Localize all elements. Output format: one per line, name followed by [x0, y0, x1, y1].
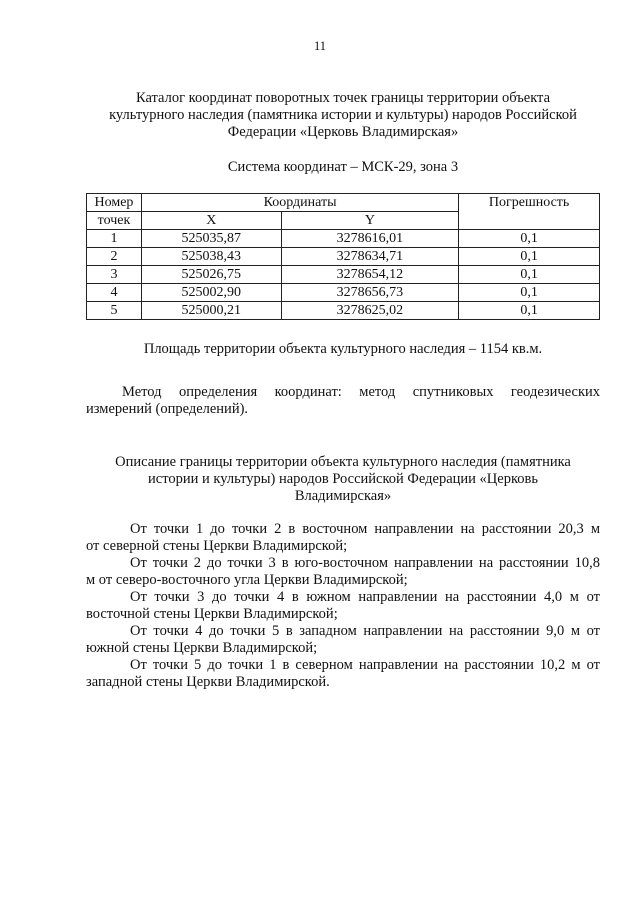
table-row [87, 284, 600, 302]
catalog-title [86, 90, 600, 141]
description-line: южной стены Церкви Владимирской; [86, 640, 318, 656]
description-title-line: Описание границы территории объекта культурного наследия (памятника [115, 454, 571, 470]
description-line: восточной стены Церкви Владимирской; [86, 606, 338, 622]
header-error: Погрешность [459, 194, 600, 230]
catalog-title-line: Федерации «Церковь Владимирская» [227, 124, 459, 140]
description-title-line: Владимирская» [294, 488, 392, 504]
cell-point: 5 [87, 302, 142, 320]
cell-x: 525035,87 [141, 230, 281, 248]
cell-y: 3278634,71 [281, 248, 459, 266]
header-coordinates: Координаты [141, 194, 458, 212]
cell-x: 525002,90 [141, 284, 281, 302]
table-row [87, 266, 600, 284]
method-line: Метод определения координат: метод спутниковых геодезических [122, 384, 600, 400]
cell-error: 0,1 [459, 302, 600, 320]
table-row [87, 230, 600, 248]
method-line: измерений (определений). [86, 401, 249, 417]
cell-point: 4 [87, 284, 142, 302]
description-line: От точки 4 до точки 5 в западном направлении на расстоянии 9,0 м от [130, 623, 600, 639]
cell-point: 1 [87, 230, 142, 248]
cell-error: 0,1 [459, 230, 600, 248]
cell-y: 3278654,12 [281, 266, 459, 284]
description-line: от северной стены Церкви Владимирской; [86, 538, 348, 554]
table-row [87, 302, 600, 320]
header-y: Y [281, 212, 459, 230]
description-title-line: истории и культуры) народов Российской Федерации «Церковь [148, 471, 538, 487]
cell-y: 3278656,73 [281, 284, 459, 302]
header-x: X [141, 212, 281, 230]
description-title [86, 454, 600, 505]
header-points: точек [87, 212, 142, 230]
cell-x: 525038,43 [141, 248, 281, 266]
table-header-row [87, 194, 600, 212]
description-line: От точки 3 до точки 4 в южном направлении на расстоянии 4,0 м от [130, 589, 600, 605]
table-row [87, 248, 600, 266]
description-line: западной стены Церкви Владимирской. [86, 674, 330, 690]
cell-x: 525026,75 [141, 266, 281, 284]
cell-error: 0,1 [459, 266, 600, 284]
coordinate-system: Система координат – МСК-29, зона 3 [227, 159, 459, 175]
header-point-number: Номер [87, 194, 142, 212]
cell-y: 3278625,02 [281, 302, 459, 320]
cell-error: 0,1 [459, 248, 600, 266]
description-line: От точки 5 до точки 1 в северном направлении на расстоянии 10,2 м от [130, 657, 600, 673]
description-line: м от северо-восточного угла Церкви Владимирской; [86, 572, 408, 588]
cell-point: 3 [87, 266, 142, 284]
page-number: 11 [313, 39, 327, 53]
method-paragraph [86, 384, 600, 418]
description-line: От точки 1 до точки 2 в восточном направлении на расстоянии 20,3 м [130, 521, 600, 537]
catalog-title-line: культурного наследия (памятника истории и культуры) народов Российской [109, 107, 577, 123]
coordinates-table [86, 193, 600, 320]
cell-x: 525000,21 [141, 302, 281, 320]
cell-error: 0,1 [459, 284, 600, 302]
cell-point: 2 [87, 248, 142, 266]
catalog-title-line: Каталог координат поворотных точек границы территории объекта [135, 90, 550, 106]
description-line: От точки 2 до точки 3 в юго-восточном направлении на расстоянии 10,8 [130, 555, 600, 571]
area-text: Площадь территории объекта культурного наследия – 1154 кв.м. [143, 341, 543, 357]
boundary-description [86, 521, 600, 691]
cell-y: 3278616,01 [281, 230, 459, 248]
